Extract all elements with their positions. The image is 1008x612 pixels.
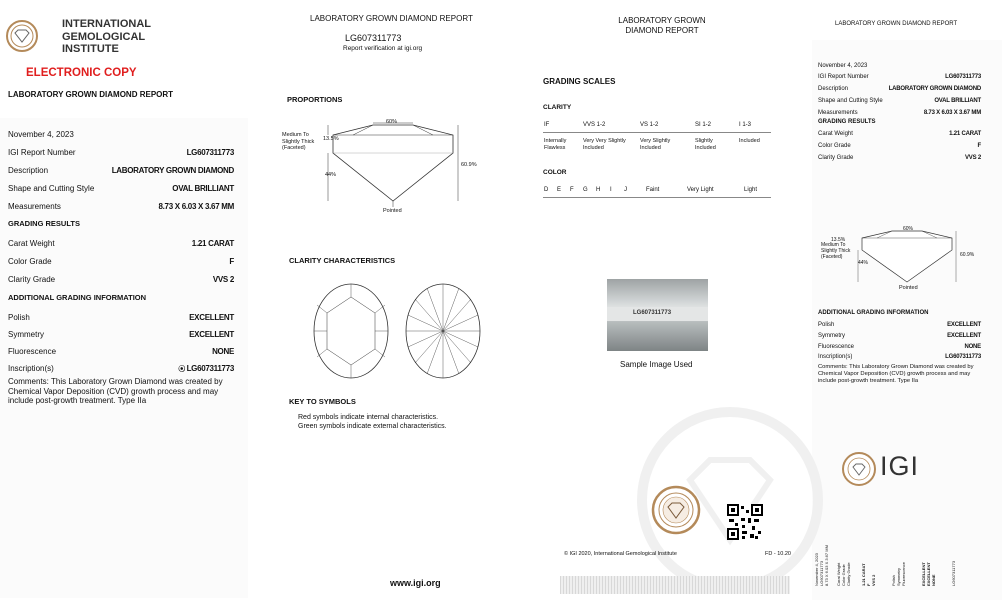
r-comments: Comments: This Laboratory Grown Diamond was created by Chemical Vapor Deposition (CVD) growth process and may include post-growth treatment. Type IIa xyxy=(818,364,974,384)
stub-col xyxy=(921,506,936,586)
clarity-desc-if: Internally Flawless xyxy=(544,138,567,151)
sample-inscription: LG607311773 xyxy=(633,310,672,316)
middle-report-number: LG607311773 xyxy=(345,33,402,43)
row-value xyxy=(178,364,234,374)
grading-scales-title: GRADING SCALES xyxy=(543,77,616,86)
row-value: 1.21 CARAT xyxy=(191,239,234,248)
key-to-symbols-title: KEY TO SYMBOLS xyxy=(289,397,356,406)
stub-line: LG607311773 xyxy=(951,560,956,586)
r-row-description xyxy=(818,86,981,92)
girdle-label xyxy=(282,132,314,152)
header-line: LABORATORY GROWN xyxy=(618,16,706,25)
girdle-line: Medium To xyxy=(821,242,846,248)
r-row-shape xyxy=(818,98,981,104)
row-value: EXCELLENT xyxy=(947,333,981,339)
right-header: LABORATORY GROWN DIAMOND REPORT xyxy=(835,21,958,27)
qr-code-icon xyxy=(727,504,763,540)
r-crown-percent: 13.5% xyxy=(831,237,846,243)
row-value: LG607311773 xyxy=(945,74,981,80)
clarity-characteristics-title: CLARITY CHARACTERISTICS xyxy=(289,256,396,265)
stub-line: VVS 2 xyxy=(871,574,876,586)
row-label: Polish xyxy=(8,313,30,322)
form-code: FD - 10.20 xyxy=(765,551,791,557)
logo-line: GEMOLOGICAL xyxy=(62,30,146,43)
website-link[interactable]: www.igi.org xyxy=(390,578,441,588)
row-label: Color Grade xyxy=(8,257,52,266)
row-value: VVS 2 xyxy=(212,275,234,284)
inscription-value: LG607311773 xyxy=(186,364,234,373)
row-label: IGI Report Number xyxy=(818,74,869,80)
row-label: Inscription(s) xyxy=(818,354,853,360)
color-faint: Faint xyxy=(646,187,660,193)
additional-info-title: ADDITIONAL GRADING INFORMATION xyxy=(8,293,147,302)
header-line: DIAMOND REPORT xyxy=(625,25,699,35)
row-polish xyxy=(8,313,234,322)
row-label: Symmetry xyxy=(818,333,845,339)
row-clarity xyxy=(8,275,234,284)
clarity-grade-vvs: VVS 1-2 xyxy=(583,122,606,128)
row-value: EXCELLENT xyxy=(947,322,981,328)
r-girdle-label xyxy=(821,242,850,260)
report-title: LABORATORY GROWN DIAMOND REPORT xyxy=(8,90,174,99)
stub-line: Clarity Grade xyxy=(846,562,851,586)
stub-col xyxy=(814,506,829,586)
row-measurements xyxy=(8,202,234,211)
color-i: I xyxy=(610,187,612,193)
r-row-carat xyxy=(818,131,981,137)
row-inscription xyxy=(8,364,234,374)
girdle-line: (Faceted) xyxy=(282,145,306,151)
stub-line: Symmetry xyxy=(896,568,901,586)
security-strip xyxy=(560,576,790,594)
r-depth-percent: 60.9% xyxy=(960,252,975,258)
row-label: Clarity Grade xyxy=(818,155,854,161)
clarity-desc-i: Included xyxy=(739,138,760,144)
row-value: EXCELLENT xyxy=(189,330,234,339)
girdle-line: (Faceted) xyxy=(821,254,843,260)
logo-line: INTERNATIONAL xyxy=(62,18,152,30)
row-label: Fluorescence xyxy=(8,347,57,356)
igi-gold-seal-icon xyxy=(652,486,700,534)
r-row-fluorescence xyxy=(818,344,981,350)
row-value: LG607311773 xyxy=(945,354,981,360)
girdle-line: Slightly Thick xyxy=(821,248,851,254)
clarity-grade-si: SI 1-2 xyxy=(695,122,712,128)
color-e: E xyxy=(557,187,562,193)
color-light: Light xyxy=(744,187,758,193)
r-additional-title: ADDITIONAL GRADING INFORMATION xyxy=(818,310,929,316)
stub-line: LG607311773 xyxy=(819,560,824,586)
key-line: Green symbols indicate external characteristics. xyxy=(298,422,447,430)
key-line: Red symbols indicate internal characteristics. xyxy=(298,414,439,421)
row-fluorescence xyxy=(8,347,234,356)
row-value: LABORATORY GROWN DIAMOND xyxy=(111,166,234,175)
middle-header: LABORATORY GROWN DIAMOND REPORT xyxy=(310,14,473,23)
culet-label: Pointed xyxy=(383,208,402,214)
stub-line: November 4, 2023 xyxy=(814,553,819,586)
stub-col xyxy=(861,506,876,586)
color-h: H xyxy=(596,187,601,193)
r-proportions-diagram xyxy=(818,224,978,304)
row-label: Measurements xyxy=(818,110,858,116)
color-d: D xyxy=(544,187,549,193)
r-row-measurements xyxy=(818,110,981,116)
row-value: F xyxy=(977,143,981,149)
row-label: Carat Weight xyxy=(8,239,55,248)
clarity-grade-if: IF xyxy=(544,122,550,128)
stub-line: EXCELLENT xyxy=(926,562,931,586)
row-value: VVS 2 xyxy=(964,155,981,161)
stub-line: 1.21 CARAT xyxy=(861,563,866,586)
row-label: Polish xyxy=(818,322,835,328)
row-value: EXCELLENT xyxy=(189,313,234,322)
right-date: November 4, 2023 xyxy=(818,63,868,69)
row-value: F xyxy=(229,257,234,266)
row-value: OVAL BRILLIANT xyxy=(934,98,981,104)
row-label: Shape and Cutting Style xyxy=(818,98,883,104)
grading-results-title: GRADING RESULTS xyxy=(8,219,80,228)
clarity-scale-title: CLARITY xyxy=(543,104,572,111)
row-value: 1.21 CARAT xyxy=(949,131,981,137)
stub-line: Color Grade xyxy=(841,564,846,586)
row-color xyxy=(8,257,234,266)
clarity-desc-vvs: Very Very Slightly Included xyxy=(583,138,626,151)
girdle-line: Slightly Thick xyxy=(282,138,315,145)
row-label: Fluorescence xyxy=(818,344,855,350)
r-pavilion-percent: 44% xyxy=(858,260,869,266)
stub-line: EXCELLENT xyxy=(921,562,926,586)
sample-image xyxy=(607,279,708,351)
r-row-clarity xyxy=(818,155,981,161)
color-very-light: Very Light xyxy=(687,187,714,193)
stub-col xyxy=(891,506,906,586)
row-label: Description xyxy=(8,166,49,175)
row-value: OVAL BRILLIANT xyxy=(172,184,234,193)
sample-caption: Sample Image Used xyxy=(620,360,693,369)
stub-line: 8.73 X 6.03 X 3.67 MM xyxy=(824,545,829,586)
stub-col xyxy=(836,506,851,586)
key-lines xyxy=(298,414,447,431)
r-grading-title: GRADING RESULTS xyxy=(818,119,876,125)
institute-logo-text xyxy=(62,18,151,56)
r-culet-label: Pointed xyxy=(899,285,918,291)
row-value: NONE xyxy=(964,344,981,350)
report-date: November 4, 2023 xyxy=(8,130,74,139)
r-row-symmetry xyxy=(818,333,981,339)
row-description xyxy=(8,166,234,175)
row-label: Carat Weight xyxy=(818,131,853,137)
igi-mini-logo-icon: ⦿ xyxy=(178,366,187,373)
row-value: NONE xyxy=(212,347,234,356)
stub-line: Polish xyxy=(891,575,896,586)
row-value: 8.73 X 6.03 X 3.67 MM xyxy=(923,110,981,116)
color-g: G xyxy=(583,187,588,193)
row-label: IGI Report Number xyxy=(8,148,76,157)
color-scale-title: COLOR xyxy=(543,169,567,176)
proportions-title: PROPORTIONS xyxy=(287,95,343,104)
row-value: LABORATORY GROWN DIAMOND xyxy=(888,86,981,92)
pavilion-percent: 44% xyxy=(325,172,337,178)
stub-line: Carat Weight xyxy=(836,562,841,586)
clarity-desc-vs: Very Slightly Included xyxy=(640,138,671,151)
stub-col xyxy=(951,506,956,586)
row-label: Shape and Cutting Style xyxy=(8,184,95,193)
row-label: Symmetry xyxy=(8,330,44,339)
stub-line: F xyxy=(866,583,871,586)
r-rotated-stub xyxy=(806,506,996,594)
row-value: 8.73 X 6.03 X 3.67 MM xyxy=(158,202,234,211)
row-symmetry xyxy=(8,330,234,339)
verification-text: Report verification at igi.org xyxy=(343,45,423,52)
r-table-percent: 60% xyxy=(903,226,914,232)
row-label: Measurements xyxy=(8,202,61,211)
color-f: F xyxy=(570,187,574,193)
row-label: Clarity Grade xyxy=(8,275,56,284)
comments: Comments: This Laboratory Grown Diamond was created by Chemical Vapor Deposition (CVD) growth process and may include post-growth treatment. Type IIa xyxy=(8,377,223,405)
depth-percent: 60.9% xyxy=(461,162,477,168)
row-shape xyxy=(8,184,234,193)
color-j: J xyxy=(624,187,627,193)
logo-line: INSTITUTE xyxy=(62,43,119,55)
crown-percent: 13.5% xyxy=(323,136,339,142)
r-row-inscription xyxy=(818,354,981,360)
clarity-grade-vs: VS 1-2 xyxy=(640,122,659,128)
stub-line: NONE xyxy=(931,574,936,586)
row-label: Description xyxy=(818,86,849,92)
color-scale-line xyxy=(543,197,771,198)
row-label: Color Grade xyxy=(818,143,851,149)
row-carat xyxy=(8,239,234,248)
r-igi-logo-text: IGI xyxy=(880,451,920,481)
oval-crown-diagram xyxy=(313,283,389,379)
clarity-grade-i: I 1-3 xyxy=(739,122,752,128)
row-value: LG607311773 xyxy=(186,148,234,157)
clarity-scale-line xyxy=(543,132,771,133)
row-label: Inscription(s) xyxy=(8,364,54,373)
clarity-desc-si: Slightly Included xyxy=(695,138,716,151)
r-row-polish xyxy=(818,322,981,328)
igi-seal-icon xyxy=(6,20,38,52)
table-percent: 60% xyxy=(386,119,398,125)
girdle-line: Medium To xyxy=(282,132,309,138)
r-igi-seal-icon xyxy=(842,452,876,486)
r-row-report-number xyxy=(818,74,981,80)
row-report-number xyxy=(8,148,234,157)
r-row-color xyxy=(818,143,981,149)
copyright: © IGI 2020, International Gemological Institute xyxy=(564,551,677,557)
oval-pavilion-diagram xyxy=(405,283,481,379)
third-header xyxy=(612,16,712,35)
stub-line: Fluorescence xyxy=(901,561,906,586)
electronic-copy-label: ELECTRONIC COPY xyxy=(26,67,137,79)
